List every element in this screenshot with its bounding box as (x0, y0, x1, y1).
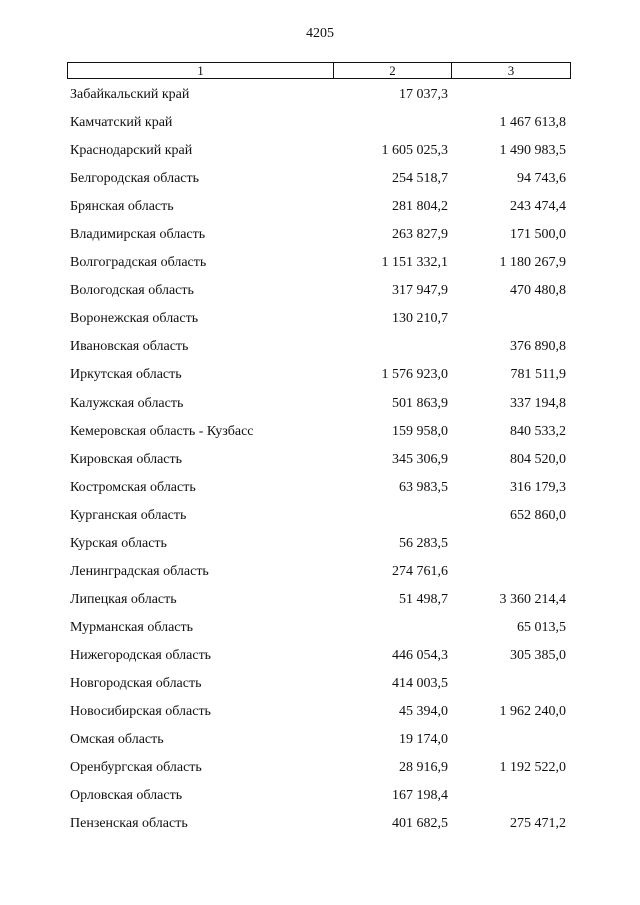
table-row (0, 165, 640, 193)
value-col2: 1 605 025,3 (381, 143, 448, 159)
table-row (0, 193, 640, 221)
value-col3: 275 471,2 (510, 816, 566, 832)
table-row (0, 361, 640, 389)
value-col2: 401 682,5 (392, 816, 448, 832)
value-col2: 45 394,0 (399, 704, 448, 720)
table-row (0, 277, 640, 305)
region-name: Ленинградская область (70, 563, 209, 579)
value-col2: 17 037,3 (399, 87, 448, 102)
value-col2: 130 210,7 (392, 311, 448, 327)
value-col3: 337 194,8 (510, 395, 566, 411)
value-col3: 65 013,5 (517, 619, 566, 635)
value-col3: 470 480,8 (510, 283, 566, 299)
table-row (0, 586, 640, 614)
value-col3: 316 179,3 (510, 479, 566, 495)
table-row (0, 670, 640, 698)
table-row (0, 502, 640, 530)
value-col3: 94 743,6 (517, 171, 566, 187)
column-header-1: 1 (68, 63, 334, 79)
table-row (0, 474, 640, 502)
table-row (0, 754, 640, 782)
value-col3: 781 511,9 (510, 367, 566, 383)
table-row (0, 726, 640, 754)
value-col2: 281 804,2 (392, 199, 448, 215)
region-name: Белгородская область (70, 171, 200, 187)
region-name: Владимирская область (70, 227, 206, 243)
region-name: Камчатский край (70, 115, 173, 131)
region-name: Омская область (70, 732, 164, 748)
region-name: Калужская область (70, 395, 184, 411)
table-row (0, 221, 640, 249)
table-row (0, 418, 640, 446)
table-row (0, 81, 640, 109)
region-name: Костромская область (70, 479, 196, 495)
region-name: Липецкая область (70, 591, 177, 607)
region-name: Новгородская область (70, 675, 202, 691)
value-col2: 28 916,9 (399, 760, 448, 776)
value-col2: 501 863,9 (392, 395, 448, 411)
value-col3: 1 192 522,0 (499, 760, 566, 776)
region-name: Орловская область (70, 788, 183, 804)
region-name: Кемеровская область - Кузбасс (70, 423, 254, 439)
region-name: Мурманская область (70, 619, 194, 635)
table-row (0, 333, 640, 361)
table-body (0, 81, 640, 838)
column-header-2: 2 (334, 63, 452, 79)
value-col3: 1 962 240,0 (499, 704, 566, 720)
table-row (0, 109, 640, 137)
value-col2: 345 306,9 (392, 451, 448, 467)
region-name: Волгоградская область (70, 255, 207, 271)
value-col2: 446 054,3 (392, 647, 448, 663)
value-col3: 3 360 214,4 (499, 591, 566, 607)
table-row (0, 614, 640, 642)
value-col2: 51 498,7 (399, 591, 448, 607)
value-col3: 243 474,4 (510, 199, 566, 215)
value-col2: 414 003,5 (392, 675, 448, 691)
table-row (0, 305, 640, 333)
table-row (0, 249, 640, 277)
page-number: 4205 (306, 26, 334, 41)
value-col3: 376 890,8 (510, 339, 566, 355)
region-name: Курская область (70, 535, 167, 551)
region-name: Забайкальский край (70, 87, 190, 102)
column-header-row (68, 63, 571, 79)
region-name: Вологодская область (70, 283, 194, 299)
value-col3: 652 860,0 (510, 507, 566, 523)
value-col2: 1 576 923,0 (381, 367, 448, 383)
table-row (0, 810, 640, 838)
region-name: Брянская область (70, 199, 174, 215)
value-col2: 167 198,4 (392, 788, 448, 804)
table-row (0, 390, 640, 418)
value-col2: 56 283,5 (399, 535, 448, 551)
value-col3: 1 490 983,5 (499, 143, 566, 159)
region-name: Ивановская область (70, 339, 189, 355)
table-row (0, 137, 640, 165)
value-col2: 1 151 332,1 (381, 255, 448, 271)
region-name: Новосибирская область (70, 704, 211, 720)
value-col3: 305 385,0 (510, 647, 566, 663)
table-row (0, 642, 640, 670)
value-col2: 274 761,6 (392, 563, 448, 579)
value-col3: 171 500,0 (510, 227, 566, 243)
table-row (0, 782, 640, 810)
table-row (0, 530, 640, 558)
value-col2: 63 983,5 (399, 479, 448, 495)
value-col3: 1 467 613,8 (499, 115, 566, 131)
region-name: Курганская область (70, 507, 187, 523)
value-col3: 840 533,2 (510, 423, 566, 439)
value-col3: 1 180 267,9 (499, 255, 566, 271)
region-name: Нижегородская область (70, 647, 212, 663)
column-header-table (67, 62, 571, 79)
table-row (0, 446, 640, 474)
region-name: Пензенская область (70, 816, 188, 832)
value-col2: 317 947,9 (392, 283, 448, 299)
value-col2: 254 518,7 (392, 171, 448, 187)
region-name: Краснодарский край (70, 143, 193, 159)
column-header-3: 3 (452, 63, 571, 79)
region-name: Оренбургская область (70, 760, 202, 776)
table-row (0, 698, 640, 726)
value-col2: 159 958,0 (392, 423, 448, 439)
region-name: Иркутская область (70, 367, 182, 383)
value-col2: 263 827,9 (392, 227, 448, 243)
table-row (0, 558, 640, 586)
value-col2: 19 174,0 (399, 732, 448, 748)
region-name: Воронежская область (70, 311, 199, 327)
value-col3: 804 520,0 (510, 451, 566, 467)
region-name: Кировская область (70, 451, 183, 467)
